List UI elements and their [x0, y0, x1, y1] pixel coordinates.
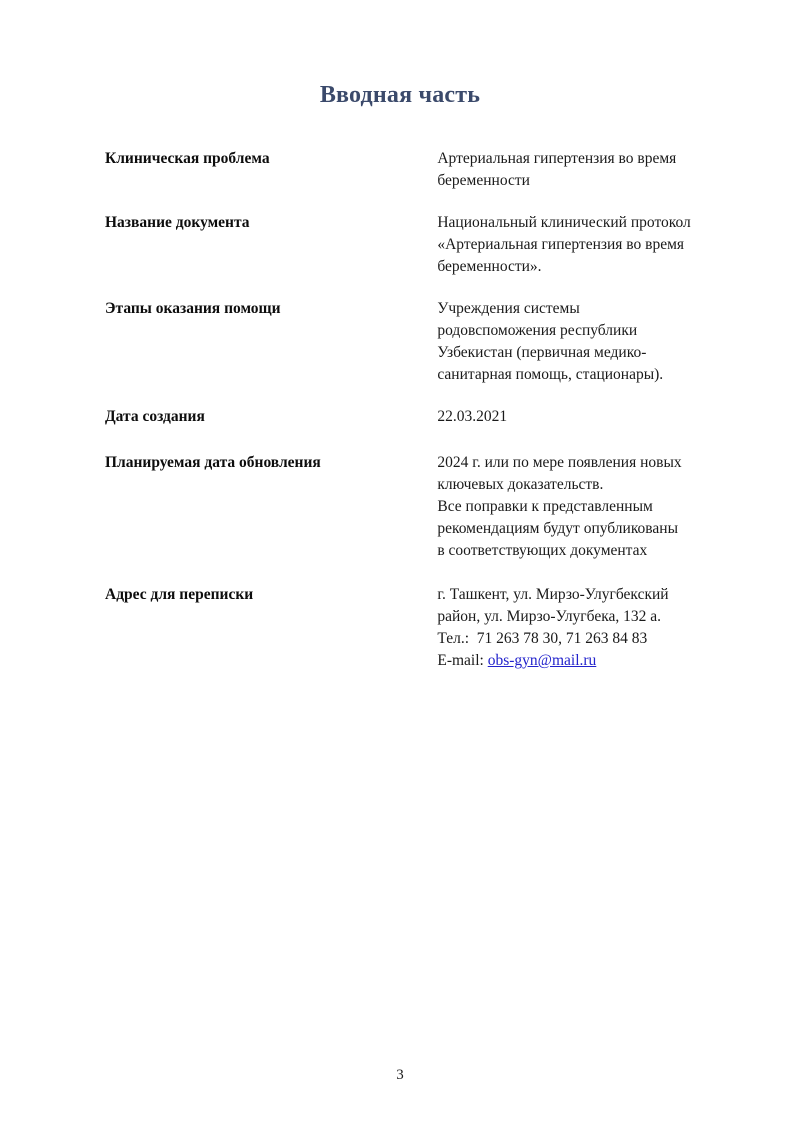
value-line: Узбекистан (первичная медико-: [437, 344, 647, 361]
value-line: в соответствующих документах: [437, 542, 648, 559]
spacer-cell: [437, 428, 745, 452]
row-label-clinical-problem: Клиническая проблема: [105, 150, 270, 167]
spacer-cell: [105, 428, 437, 452]
value-line: район, ул. Мирзо-Улугбека, 132 а.: [437, 608, 662, 625]
page-title: Вводная часть: [319, 82, 481, 108]
spacer-cell: [105, 386, 437, 406]
table-row: [105, 406, 745, 428]
row-spacer: [105, 562, 745, 584]
email-label: E-mail:: [437, 652, 488, 669]
table-row: [105, 212, 745, 278]
row-label-planned-update-date: Планируемая дата обновления: [105, 454, 321, 471]
spacer-cell: [437, 278, 745, 298]
row-label-document-name: Название документа: [105, 214, 250, 231]
row-value-document-name: [437, 212, 745, 278]
value-line: рекомендациям будут опубликованы: [437, 520, 679, 537]
email-line: [437, 650, 745, 672]
row-value-correspondence-address: [437, 584, 745, 672]
value-line: 2024 г. или по мере появления новых: [437, 454, 682, 471]
row-spacer: [105, 192, 745, 212]
table-row: [105, 148, 745, 192]
value-line: Все поправки к представленным: [437, 498, 653, 515]
table-row: [105, 584, 745, 672]
value-line: Тел.: 71 263 78 30, 71 263 84 83: [437, 630, 648, 647]
value-line: Артериальная гипертензия во время: [437, 150, 677, 167]
row-label-creation-date: Дата создания: [105, 408, 205, 425]
table-row: [105, 452, 745, 562]
row-spacer: [105, 278, 745, 298]
spacer-cell: [105, 192, 437, 212]
row-value-clinical-problem: [437, 148, 745, 192]
spacer-cell: [437, 562, 745, 584]
value-line: беременности».: [437, 258, 542, 275]
value-line: родовспоможения республики: [437, 322, 638, 339]
page-number: 3: [396, 1067, 404, 1083]
spacer-cell: [437, 386, 745, 406]
value-line: 22.03.2021: [437, 408, 508, 425]
email-link[interactable]: obs-gyn@mail.ru: [487, 652, 597, 669]
table-row: [105, 298, 745, 386]
spacer-cell: [105, 278, 437, 298]
value-line: г. Ташкент, ул. Мирзо-Улугбекский: [437, 586, 669, 603]
row-label-correspondence-address: Адрес для переписки: [105, 586, 254, 603]
value-line: Учреждения системы: [437, 300, 580, 317]
row-spacer: [105, 386, 745, 406]
value-line: беременности: [437, 172, 530, 189]
spacer-cell: [105, 562, 437, 584]
value-line: Национальный клинический протокол: [437, 214, 691, 231]
row-value-care-stages: [437, 298, 745, 386]
document-info-table: [105, 148, 745, 672]
row-label-care-stages: Этапы оказания помощи: [105, 300, 281, 317]
value-line: санитарная помощь, стационары).: [437, 366, 664, 383]
row-value-creation-date: [437, 406, 745, 428]
row-spacer: [105, 428, 745, 452]
spacer-cell: [437, 192, 745, 212]
row-value-planned-update-date: [437, 452, 745, 562]
value-line: «Артериальная гипертензия во время: [437, 236, 685, 253]
value-line: ключевых доказательств.: [437, 476, 604, 493]
